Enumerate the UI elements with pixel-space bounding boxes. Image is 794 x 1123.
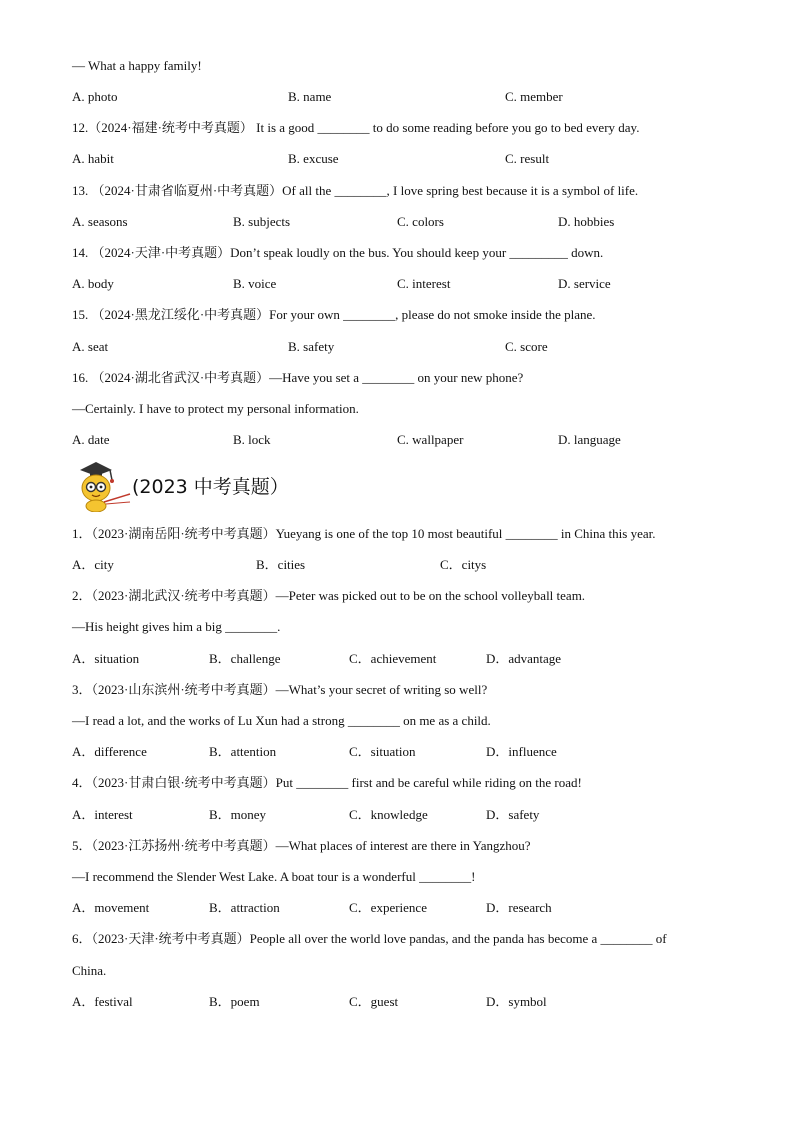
answer-option: A．city xyxy=(72,557,114,572)
answer-option: D．influence xyxy=(486,744,557,759)
answer-option: D. language xyxy=(558,432,621,447)
answer-option: C．knowledge xyxy=(349,807,428,822)
question-text-line: —I recommend the Slender West Lake. A boat tour is a wonderful ________! xyxy=(72,869,476,884)
answer-option: B. name xyxy=(288,89,332,104)
answer-option: B. voice xyxy=(233,276,277,291)
answer-option: A．interest xyxy=(72,807,133,822)
answer-option: A．festival xyxy=(72,994,133,1009)
answer-option: C．citys xyxy=(440,557,487,572)
answer-option: B．attraction xyxy=(209,900,280,915)
answer-option: B．poem xyxy=(209,994,260,1009)
answer-option: B. safety xyxy=(288,339,335,354)
answer-option: A. seat xyxy=(72,339,109,354)
question-text-line: China. xyxy=(72,963,107,978)
section-header-2023 xyxy=(72,458,332,512)
answer-option: A．situation xyxy=(72,651,140,666)
section-title: (2023 中考真题） xyxy=(132,476,289,498)
answer-option: D．advantage xyxy=(486,651,562,666)
answer-option: B. subjects xyxy=(233,214,291,229)
answer-option: A．movement xyxy=(72,900,150,915)
question-text-line: 3．（2023·山东滨州·统考中考真题）—What’s your secret of writing so well? xyxy=(72,682,488,697)
question-text-line: —His height gives him a big ________. xyxy=(72,619,281,634)
answer-option: C．situation xyxy=(349,744,416,759)
question-text-line: 1．（2023·湖南岳阳·统考中考真题）Yueyang is one of the top 10 most beautiful ________ in China this year. xyxy=(72,526,656,541)
answer-option: D．safety xyxy=(486,807,540,822)
answer-option: D. hobbies xyxy=(558,214,615,229)
question-text-line: 4．（2023·甘肃白银·统考中考真题）Put ________ first and be careful while riding on the road! xyxy=(72,775,582,790)
answer-option: D．research xyxy=(486,900,552,915)
answer-option: C．experience xyxy=(349,900,427,915)
question-text-line: 16. （2024·湖北省武汉·中考真题）—Have you set a ________ on your new phone? xyxy=(72,370,524,385)
answer-option: B. lock xyxy=(233,432,271,447)
answer-option: A. date xyxy=(72,432,110,447)
answer-option: C. member xyxy=(505,89,563,104)
answer-option: B. excuse xyxy=(288,151,339,166)
question-text-line: 5．（2023·江苏扬州·统考中考真题）—What places of interest are there in Yangzhou? xyxy=(72,838,531,853)
answer-option: C. result xyxy=(505,151,550,166)
answer-option: A. body xyxy=(72,276,114,291)
question-text-line: —Certainly. I have to protect my personal information. xyxy=(72,401,359,416)
cartoon-student-mascot-icon xyxy=(72,458,132,512)
question-text-line: — What a happy family! xyxy=(72,58,202,73)
answer-option: B．cities xyxy=(256,557,306,572)
answer-option: B．money xyxy=(209,807,267,822)
answer-option: C. interest xyxy=(397,276,451,291)
answer-option: C. wallpaper xyxy=(397,432,464,447)
question-text-line: 2．（2023·湖北武汉·统考中考真题）—Peter was picked out to be on the school volleyball team. xyxy=(72,588,586,603)
question-text-line: 13. （2024·甘肃省临夏州·中考真题）Of all the ________, I love spring best because it is a symbol of life. xyxy=(72,183,639,198)
answer-option: B．challenge xyxy=(209,651,281,666)
answer-option: A. seasons xyxy=(72,214,128,229)
answer-option: D．symbol xyxy=(486,994,547,1009)
answer-option: B．attention xyxy=(209,744,277,759)
answer-option: C．guest xyxy=(349,994,399,1009)
question-text-line: 6．（2023·天津·统考中考真题）People all over the world love pandas, and the panda has become a ________ of xyxy=(72,931,667,946)
answer-option: C. score xyxy=(505,339,548,354)
question-text-line: 14. （2024·天津·中考真题）Don’t speak loudly on the bus. You should keep your _________ down. xyxy=(72,245,604,260)
answer-option: A. habit xyxy=(72,151,114,166)
answer-option: C. colors xyxy=(397,214,444,229)
answer-option: D. service xyxy=(558,276,611,291)
answer-option: C．achievement xyxy=(349,651,437,666)
question-text-line: —I read a lot, and the works of Lu Xun had a strong ________ on me as a child. xyxy=(72,713,491,728)
answer-option: A. photo xyxy=(72,89,118,104)
answer-option: A．difference xyxy=(72,744,147,759)
question-text-line: 15. （2024·黑龙江绥化·中考真题）For your own ________, please do not smoke inside the plane. xyxy=(72,307,596,322)
question-text-line: 12.（2024·福建·统考中考真题） It is a good ________ to do some reading before you go to bed every day. xyxy=(72,120,640,135)
